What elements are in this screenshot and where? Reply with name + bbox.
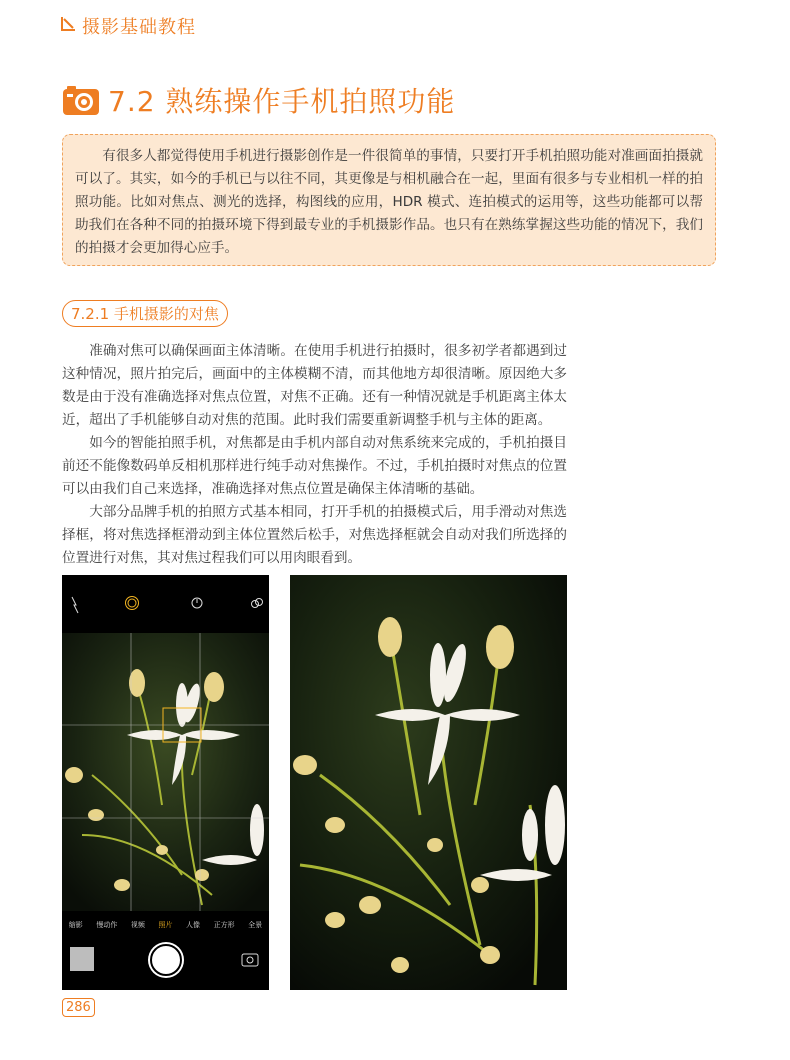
mode-item[interactable]: 慢动作 xyxy=(96,921,118,929)
intro-box xyxy=(62,134,716,266)
section-heading xyxy=(62,80,455,120)
paragraph: 准确对焦可以确保画面主体清晰。在使用手机进行拍摄时，很多初学者都遇到过这种情况，照片拍完后，画面中的主体模糊不清，而其他地方却很清晰。原因绝大多数是由于没有准确选择对焦点位置，对焦不正确。还有一种情况就是手机距离主体太近，超出了手机能够自动对焦的范围。此时我们需要重新调整手机与主体的距离。 xyxy=(62,343,567,428)
gallery-thumbnail xyxy=(70,947,94,971)
intro-text: 有很多人都觉得使用手机进行摄影创作是一件很简单的事情，只要打开手机拍照功能对准画面拍摄就可以了。其实，如今的手机已与以往不同，其更像是与相机融合在一起，里面有很多与专业相机一样的拍照功能。比如对焦点、测光的选择，构图线的应用，HDR 模式、连拍模式的运用等，这些功能都可以帮助我们在各种不同的拍摄环境下得到最专业的手机摄影作品。也只有在熟练掌握这些功能的情况下，我们的拍摄才会更加得心应手。 xyxy=(75,148,703,256)
page-number: 286 xyxy=(62,998,95,1017)
flower-image xyxy=(290,575,567,990)
paragraph: 大部分品牌手机的拍照方式基本相同，打开手机的拍摄模式后，用手滑动对焦选择框，将对焦选择框滑动到主体位置然后松手，对焦选择框就会自动对我们所选择的位置进行对焦，其对焦过程我们可以用肉眼看到。 xyxy=(62,504,567,566)
camera-mode-bar xyxy=(62,916,269,934)
header-title: 摄影基础教程 xyxy=(82,17,196,38)
header-corner-icon xyxy=(60,16,76,32)
phone-camera-screenshot xyxy=(62,575,269,990)
subsection-title: 7.2.1 手机摄影的对焦 xyxy=(62,300,228,327)
flower-photo xyxy=(290,575,567,990)
camera-icon xyxy=(62,84,100,116)
mode-item[interactable]: 正方形 xyxy=(213,921,235,929)
paragraph: 如今的智能拍照手机，对焦都是由手机内部自动对焦系统来完成的，手机拍摄目前还不能像数码单反相机那样进行纯手动对焦操作。不过，手机拍摄时对焦点的位置可以由我们自己来选择，准确选择对焦点位置是确保主体清晰的基础。 xyxy=(62,435,567,497)
shutter-button xyxy=(148,942,184,978)
section-title: 7.2 熟练操作手机拍照功能 xyxy=(108,85,456,118)
mode-item[interactable]: 人像 xyxy=(186,921,201,929)
mode-item[interactable]: 全景 xyxy=(248,921,263,929)
body-text xyxy=(62,340,567,570)
mode-item[interactable]: 视频 xyxy=(130,921,145,929)
mode-item-selected[interactable]: 照片 xyxy=(158,921,173,929)
mode-item[interactable]: 缩影 xyxy=(68,921,83,929)
